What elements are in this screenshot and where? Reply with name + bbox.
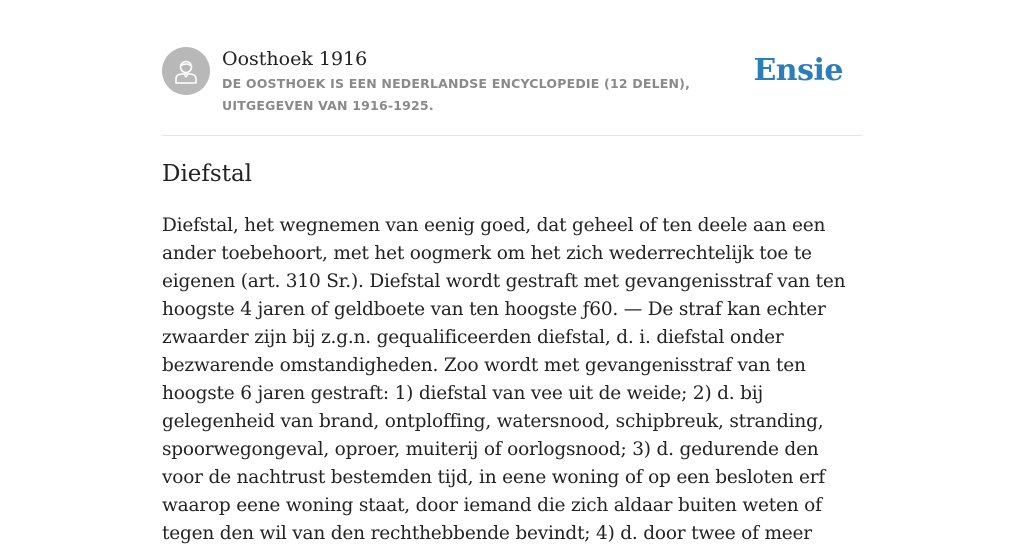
source-name[interactable]: Oosthoek 1916 bbox=[222, 48, 368, 70]
ensie-logo[interactable]: Ensie bbox=[753, 53, 843, 88]
avatar[interactable] bbox=[162, 47, 210, 95]
entry-body: Diefstal, het wegnemen van eenig goed, dat geheel of ten deele aan een ander toebehoort, met het oogmerk om het zich wederrechtelijk toe te eigenen (art. 310 Sr.). Diefstal wordt gestraft met gevangenisstraf van ten hoogste 4 jaren of geldboete van ten hoogste ƒ60. — De straf kan echter zwaarder zijn bij z.g.n. gequalificeerden diefstal, d. i. diefstal onder bezwarende omstandigheden. Zoo wordt met gevangenisstraf van ten hoogste 6 jaren gestraft: 1) diefstal van vee uit de weide; 2) d. bij gelegenheid van brand, ontploffing, watersnood, schipbreuk, stranding, spoorwegongeval, oproer, muiterij of oorlogsnood; 3) d. gedurende den voor de nachtrust bestemden tijd, in eene woning of op een besloten erf waarop eene woning staat, door iemand die zich aldaar buiten weten of tegen den wil van den rechthebbende bevindt; 4) d. door twee of meer bbox=[162, 215, 846, 544]
user-icon bbox=[172, 57, 200, 85]
entry-title: Diefstal bbox=[162, 161, 253, 187]
source-description: DE OOSTHOEK IS EEN NEDERLANDSE ENCYCLOPEDIE (12 DELEN), UITGEGEVEN VAN 1916-1925. bbox=[222, 76, 691, 113]
source-header bbox=[162, 47, 862, 135]
header-divider bbox=[162, 135, 862, 136]
